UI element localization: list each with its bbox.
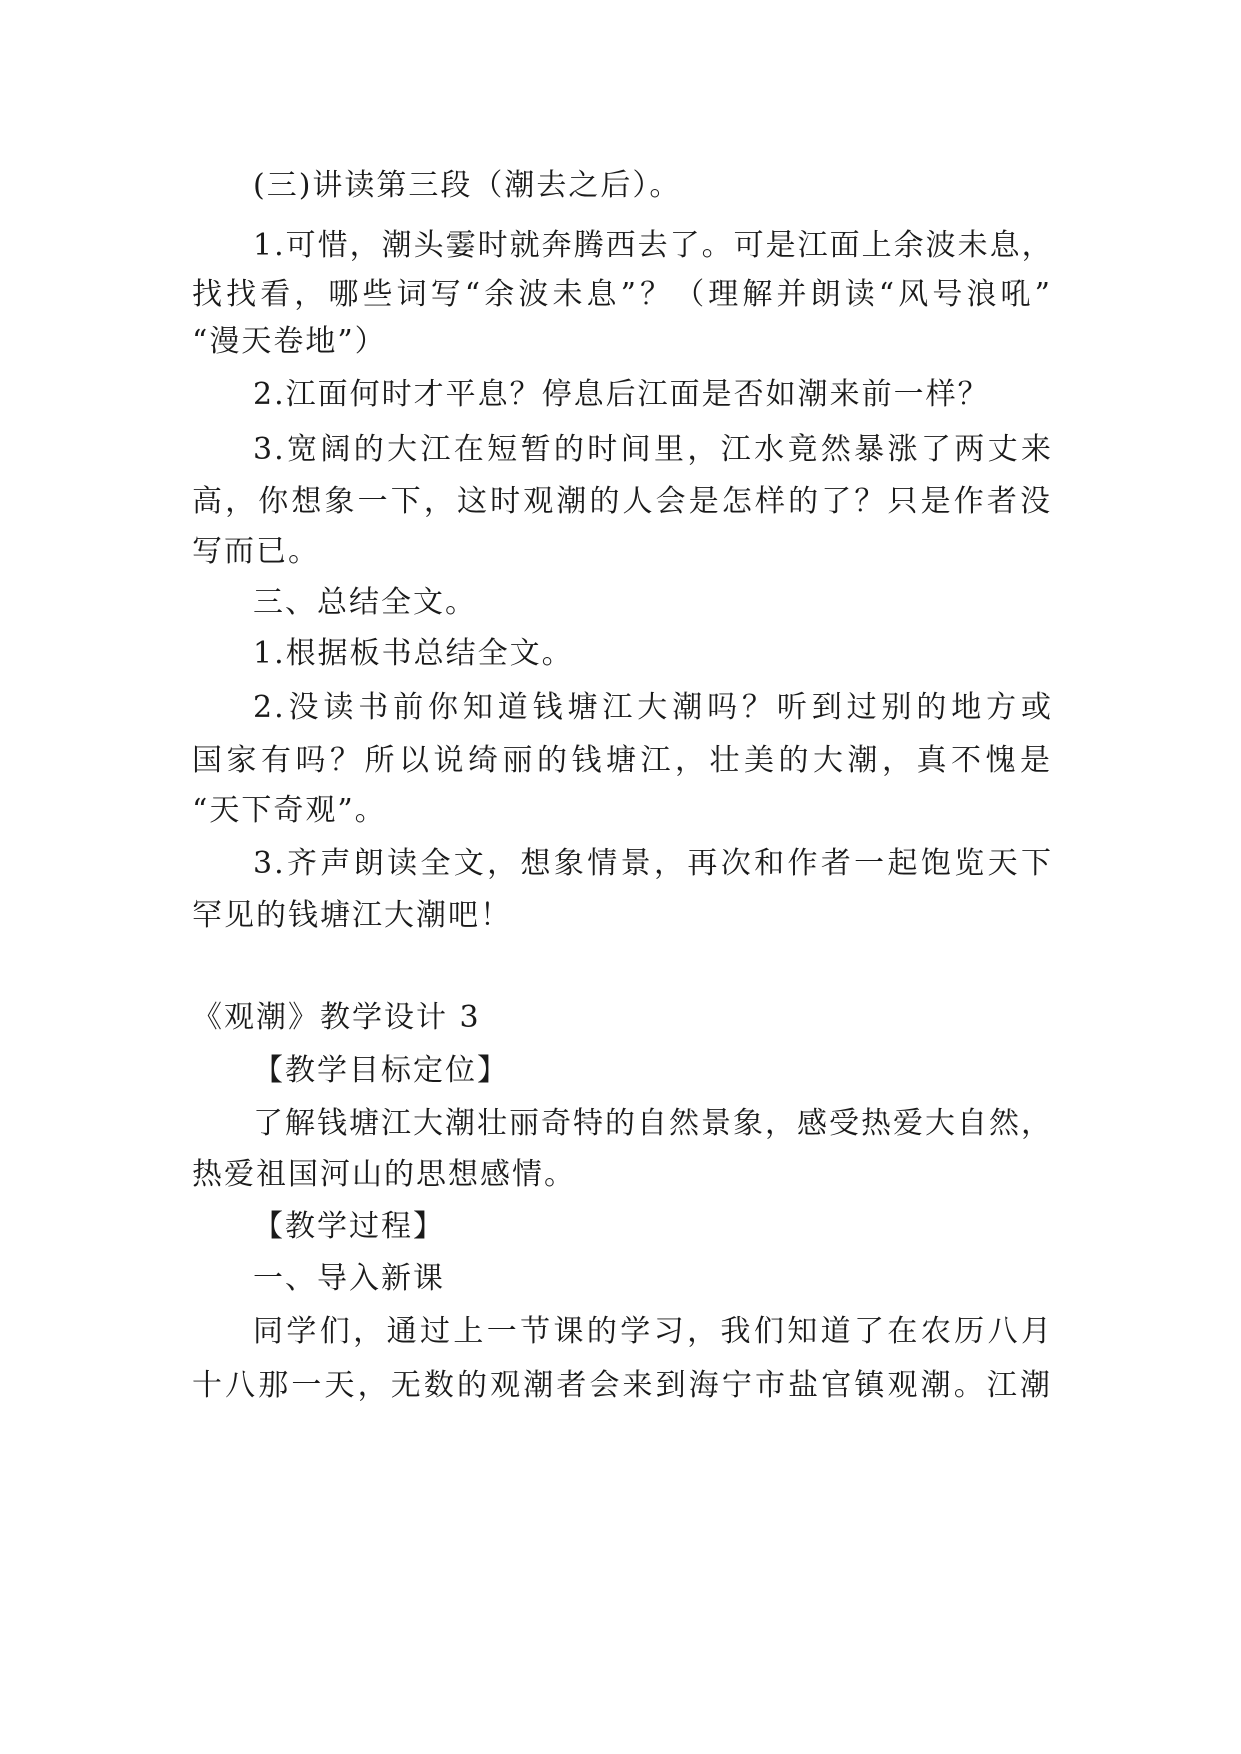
paragraph-line: 3.齐声朗读全文，想象情景，再次和作者一起饱览天下 — [253, 846, 1053, 881]
section-heading: 三、总结全文。 — [253, 585, 477, 620]
paragraph-line: 高，你想象一下，这时观潮的人会是怎样的了？只是作者没 — [192, 484, 1052, 519]
paragraph-line: 同学们，通过上一节课的学习，我们知道了在农历八月 — [253, 1314, 1053, 1349]
section-heading: 【教学目标定位】 — [253, 1053, 509, 1088]
paragraph-line: 国家有吗？所以说绮丽的钱塘江，壮美的大潮，真不愧是 — [192, 743, 1052, 778]
paragraph-line: 2.没读书前你知道钱塘江大潮吗？听到过别的地方或 — [253, 690, 1053, 725]
section-heading: (三)讲读第三段（潮去之后）。 — [253, 168, 682, 203]
paragraph-line: 1.根据板书总结全文。 — [253, 636, 574, 671]
section-heading: 一、导入新课 — [253, 1261, 445, 1296]
paragraph-line: 了解钱塘江大潮壮丽奇特的自然景象，感受热爱大自然， — [253, 1106, 1053, 1141]
paragraph-line: 十八那一天，无数的观潮者会来到海宁市盐官镇观潮。江潮 — [192, 1368, 1052, 1403]
document-title: 《观潮》教学设计 3 — [192, 1000, 481, 1035]
paragraph-line: 2.江面何时才平息？停息后江面是否如潮来前一样？ — [253, 377, 990, 412]
paragraph-line: “天下奇观”。 — [192, 793, 387, 828]
paragraph-line: 找找看，哪些词写“余波未息”？（理解并朗读“风号浪吼” — [192, 277, 1052, 312]
paragraph-line: 热爱祖国河山的思想感情。 — [192, 1157, 576, 1192]
paragraph-line: 罕见的钱塘江大潮吧！ — [192, 898, 512, 933]
paragraph-line: 1.可惜，潮头霎时就奔腾西去了。可是江面上余波未息， — [253, 228, 1054, 263]
paragraph-line: “漫天卷地”） — [192, 324, 387, 359]
paragraph-line: 3.宽阔的大江在短暂的时间里，江水竟然暴涨了两丈来 — [253, 432, 1053, 467]
section-heading: 【教学过程】 — [253, 1209, 445, 1244]
paragraph-line: 写而已。 — [192, 534, 320, 569]
